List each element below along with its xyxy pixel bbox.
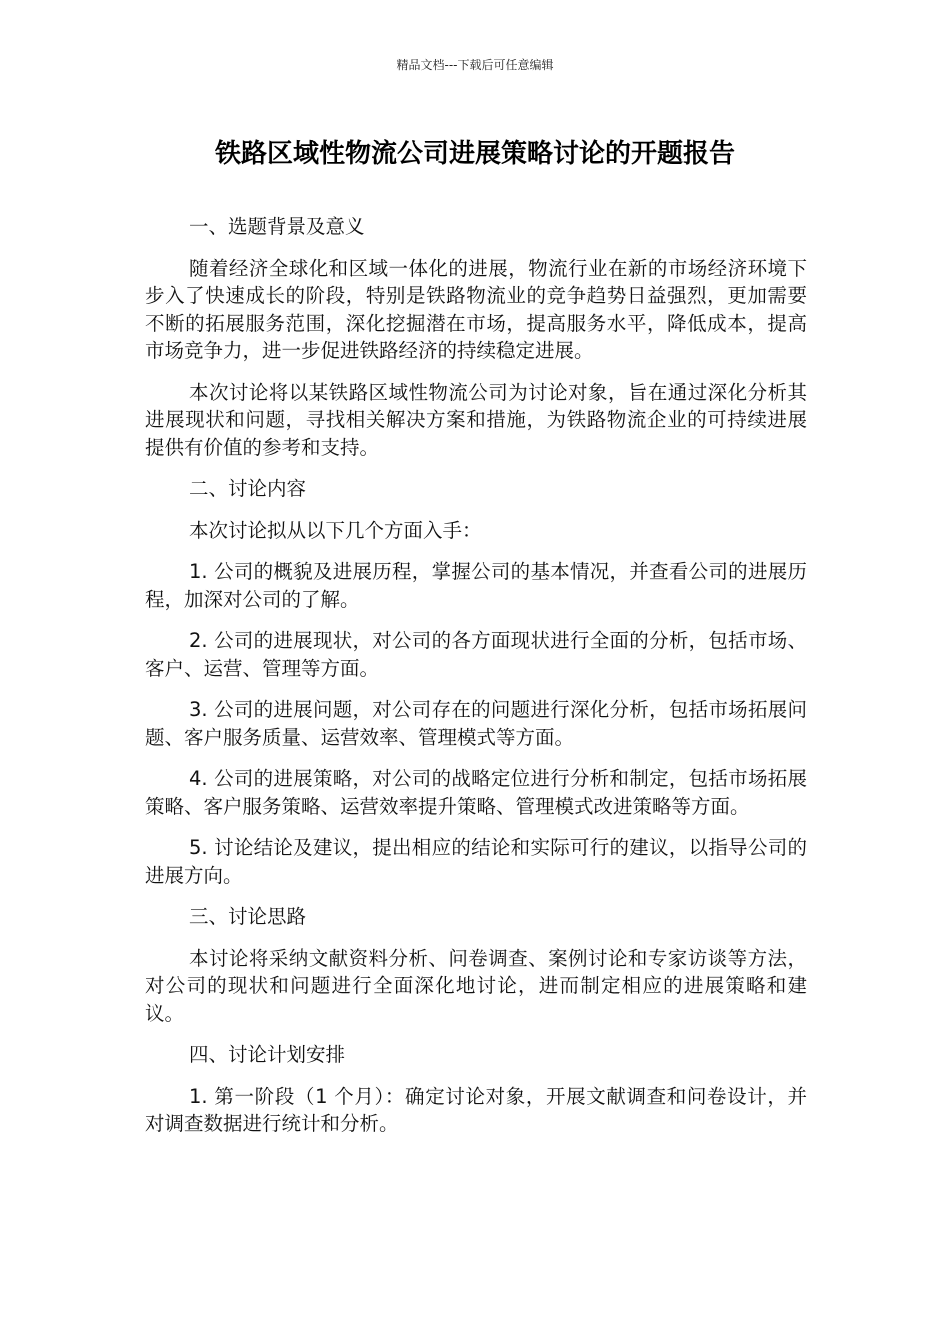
section-heading-approach: 三、讨论思路 — [189, 905, 307, 928]
list-item-3: 3. 公司的进展问题，对公司存在的问题进行深化分析，包括市场拓展问题、客户服务质量、运营效率、管理模式等方面。 — [145, 698, 807, 749]
paragraph-approach: 本讨论将采纳文献资料分析、问卷调查、案例讨论和专家访谈等方法，对公司的现状和问题进行全面深化地讨论，进而制定相应的进展策略和建议。 — [145, 946, 807, 1025]
document-body — [145, 213, 807, 1152]
paragraph-content-intro: 本次讨论拟从以下几个方面入手： — [189, 518, 482, 542]
list-item-1: 1. 公司的概貌及进展历程，掌握公司的基本情况，并查看公司的进展历程，加深对公司的了解。 — [145, 560, 807, 611]
list-item-5: 5. 讨论结论及建议，提出相应的结论和实际可行的建议，以指导公司的进展方向。 — [145, 836, 807, 887]
paragraph-background: 随着经济全球化和区域一体化的进展，物流行业在新的市场经济环境下步入了快速成长的阶段，特别是铁路物流业的竞争趋势日益强烈，更加需要不断的拓展服务范围，深化挖掘潜在市场，提高服务水平，降低成本，提高市场竞争力，进一步促进铁路经济的持续稳定进展。 — [145, 256, 807, 362]
list-item-2: 2. 公司的进展现状，对公司的各方面现状进行全面的分析，包括市场、客户、运营、管理等方面。 — [145, 629, 807, 680]
list-item-4: 4. 公司的进展策略，对公司的战略定位进行分析和制定，包括市场拓展策略、客户服务策略、运营效率提升策略、管理模式改进策略等方面。 — [145, 767, 807, 818]
section-heading-content: 二、讨论内容 — [189, 477, 307, 500]
paragraph-objective: 本次讨论将以某铁路区域性物流公司为讨论对象，旨在通过深化分析其进展现状和问题，寻找相关解决方案和措施，为铁路物流企业的可持续进展提供有价值的参考和支持。 — [145, 380, 807, 459]
section-heading-schedule: 四、讨论计划安排 — [189, 1043, 346, 1066]
section-heading-background: 一、选题背景及意义 — [189, 215, 365, 238]
document-title: 铁路区域性物流公司进展策略讨论的开题报告 — [214, 139, 735, 169]
header-note: 精品文档---下载后可任意编辑 — [396, 58, 554, 72]
schedule-item-1: 1. 第一阶段（1 个月）：确定讨论对象，开展文献调查和问卷设计，并对调查数据进行统计和分析。 — [145, 1084, 807, 1135]
